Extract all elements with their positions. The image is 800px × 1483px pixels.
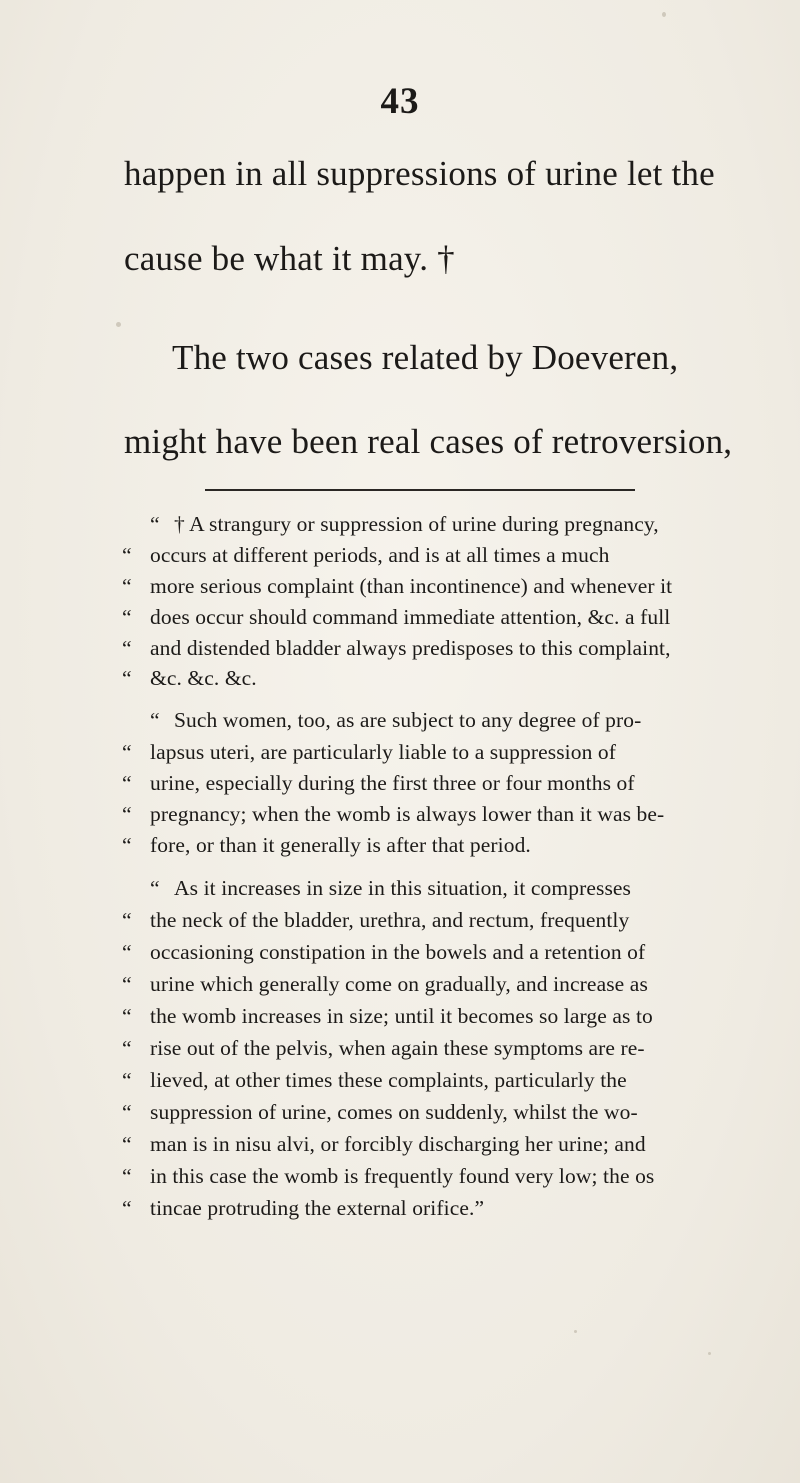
footnote-line-11: “ fore, or than it generally is after that period. — [122, 833, 531, 857]
opening-quote: “ — [150, 512, 160, 536]
body-line-1: happen in all suppressions of urine let the — [124, 154, 715, 193]
footnote-line-20: “ man is in nisu alvi, or forcibly discharging her urine; and — [122, 1132, 646, 1156]
footnote-line-16: “ the womb increases in size; until it becomes so large as to — [122, 1004, 653, 1028]
footnote-line-2: “ occurs at different periods, and is at all times a much — [122, 543, 610, 567]
body-line-3: The two cases related by Doeveren, — [172, 338, 679, 377]
footnote-line-8: “ lapsus uteri, are particularly liable to a suppression of — [122, 740, 617, 764]
footnote-line-9: “ urine, especially during the first three or four months of — [122, 771, 635, 795]
footnote-line-5: “ and distended bladder always predisposes to this complaint, — [122, 636, 671, 660]
paper-speck — [574, 1330, 577, 1333]
paper-speck — [662, 12, 666, 17]
page-number: 43 — [380, 81, 420, 122]
footnote-line-3: “ more serious complaint (than incontinence) and whenever it — [122, 574, 673, 598]
footnote-line-21: “ in this case the womb is frequently found very low; the os — [122, 1164, 655, 1188]
footnote-divider — [205, 489, 635, 491]
footnote-line-1: “ † A strangury or suppression of urine during pregnancy, — [150, 512, 659, 536]
footnote-line-4: “ does occur should command immediate attention, &c. a full — [122, 605, 671, 629]
footnote-line-19: “ suppression of urine, comes on suddenly, whilst the wo- — [122, 1100, 638, 1124]
paper-speck — [708, 1352, 711, 1355]
footnote-line-17: “ rise out of the pelvis, when again these symptoms are re- — [122, 1036, 645, 1060]
footnote-line-22: “ tincae protruding the external orifice.” — [122, 1196, 485, 1220]
footnote-line-6: “ &c. &c. &c. — [122, 666, 257, 690]
footnote-line-7: “ Such women, too, as are subject to any degree of pro- — [150, 708, 642, 732]
footnote-line-18: “ lieved, at other times these complaints, particularly the — [122, 1068, 627, 1092]
body-line-4: might have been real cases of retroversion, — [124, 422, 733, 461]
footnote-line-13: “ the neck of the bladder, urethra, and rectum, frequently — [122, 908, 630, 932]
footnote-line-12: “ As it increases in size in this situation, it compresses — [150, 876, 632, 900]
footnote-line-14: “ occasioning constipation in the bowels and a retention of — [122, 940, 646, 964]
body-line-2: cause be what it may. † — [124, 239, 455, 278]
footnote-line-15: “ urine which generally come on gradually, and increase as — [122, 972, 648, 996]
paper-speck — [116, 322, 121, 327]
footnote-line-10: “ pregnancy; when the womb is always lower than it was be- — [122, 802, 665, 826]
